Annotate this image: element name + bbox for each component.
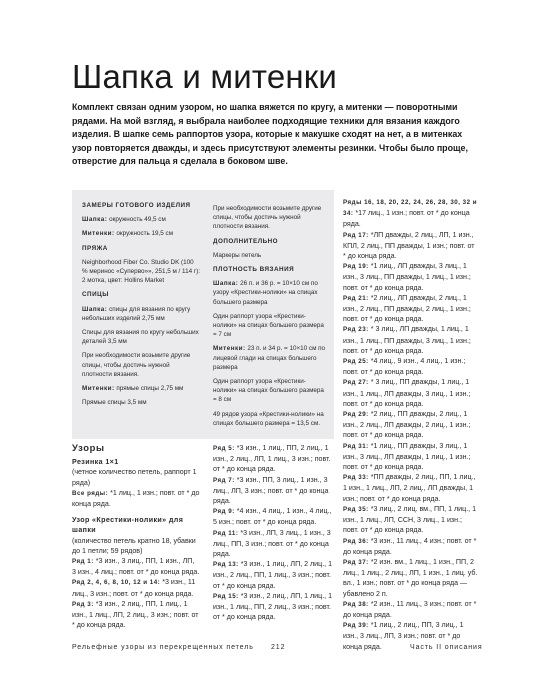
row-entry: Ряд 7: *3 изн., ПП, 3 лиц., 1 изн., 3 лиц., ЛП, 3 изн.; повт. от * до конца ряда. bbox=[213, 475, 329, 506]
rib-rows: Все ряды: *1 лиц., 1 изн.; повт. от * до конца ряда. bbox=[72, 488, 200, 509]
sizes-heading: ЗАМЕРЫ ГОТОВОГО ИЗДЕЛИЯ bbox=[82, 202, 191, 209]
row-entry: Ряд 29: *2 лиц., ПП дважды, 2 лиц., 1 изн., 2 лиц., ЛП дважды, 2 лиц., 1 изн.; повт. от * до конца ряда. bbox=[343, 410, 471, 440]
row-entry: Ряд 37: *2 изн. вм., 1 лиц., 1 изн., ПП, 2 лиц., 1 лиц., 2 лиц., ЛП, 1 изн., 1 лиц. уб. вл., 1 изн.; повт. от * до конца ряда — убавлено 2 п. bbox=[343, 557, 478, 598]
needles-note-2: При необходимости возьмите другие спицы, чтобы достичь нужной плотности вязания. bbox=[213, 205, 322, 231]
page-number: 212 bbox=[271, 644, 286, 651]
row-entry: Ряд 31: *1 лиц., ПП дважды, 3 лиц., 1 изн., 3 лиц., ЛП дважды, 1 лиц., 1 изн.; повт. от * до конца ряда. bbox=[343, 441, 471, 472]
row-entry: Ряд 17: *ЛП дважды, 2 лиц., ЛП, 1 изн., КПЛ, 2 лиц., ПП дважды, 1 изн.; повт. от * до конца ряда. bbox=[343, 230, 475, 261]
row-entry: Ряд 35: *3 лиц., 2 лиц. вм., ПП, 1 лиц., 1 изн., 1 лиц., ЛП, ССН, 3 лиц., 1 изн.; повт. от * до конца ряда. bbox=[343, 504, 477, 535]
needles-mitts: Митенки: прямые спицы 2,75 мм bbox=[82, 385, 184, 393]
gauge-hat-2: Один раппорт узора «Крестики-нолики» на спицах большего размера = 7 см bbox=[213, 312, 324, 339]
footer-book-title: Рельефные узоры из перекрещенных петель bbox=[72, 644, 254, 651]
page-title: Шапка и митенки bbox=[72, 58, 338, 95]
row-entry: Ряд 3: *3 изн., 2 лиц., ПП, 1 лиц., 1 изн., 1 лиц., ЛП, 2 лиц., 3 изн.; повт. от * до конца ряда. bbox=[72, 599, 199, 630]
specs-column-left bbox=[82, 201, 200, 412]
mitts-size: Митенки: окружность 19,5 см bbox=[82, 230, 174, 238]
needles-note: При необходимости возьмите другие спицы, чтобы достичь нужной плотности вязания. bbox=[82, 352, 191, 378]
gauge-mitts-3: 49 рядов узора «Крестики-нолики» на спицах большего размера = 13,5 см. bbox=[213, 410, 324, 427]
specs-column-right bbox=[213, 204, 329, 433]
row-entry: Ряды 16, 18, 20, 22, 24, 26, 28, 30, 32 и 34: *17 лиц., 1 изн.; повт. от * до конца ряда. bbox=[343, 199, 478, 229]
yarn-text: Neighborhood Fiber Co. Studio DK (100 % мериноc «Суперво»», 251,5 м / 114 г): 2 мотка, цвет: Hollins Market bbox=[82, 258, 200, 285]
patterns-heading: Узоры bbox=[72, 442, 105, 453]
row-entry: Ряд 36: *3 изн., 11 лиц., 4 изн.; повт. от * до конца ряда. bbox=[343, 536, 477, 556]
gauge-hat: Шапка: 26 п. и 36 р. = 10×10 см по узору «Крестики-нолики» на спицах большего размера bbox=[213, 280, 318, 306]
rib-note: (четное количество петель, раппорт 1 ряда) bbox=[72, 468, 197, 487]
row-entry: Ряд 2, 4, 6, 8, 10, 12 и 14: *3 изн., 11 лиц., 3 изн.; повт. от * до конца ряда. bbox=[72, 578, 196, 598]
gauge-mitts-2: Один раппорт узора «Крестики-нолики» на спицах большего размера = 8 см bbox=[213, 378, 324, 404]
row-entry: Ряд 11: *3 изн., ЛП, 3 лиц., 1 изн., 3 лиц., ПП, 3 изн.; повт. от * до конца ряда. bbox=[213, 528, 331, 559]
row-entry: Ряд 27: * 3 лиц., ПП дважды, 1 лиц., 1 изн., 1 лиц., ЛП дважды, 3 лиц., 1 изн.; повт. от * до конца ряда. bbox=[343, 378, 471, 408]
gauge-mitts: Митенки: 23 п. и 34 р. = 10×10 см по лицевой глади на спицах большего размера bbox=[213, 345, 326, 371]
extra-text: Маркеры петель bbox=[213, 251, 262, 259]
row-entry: Ряд 1: *3 изн., 3 лиц., ПП, 1 изн., ЛП, 3 изн., 4 лиц.; повт. от * до конца ряда. bbox=[72, 557, 200, 577]
row-entry: Ряд 23: * 3 лиц., ЛП дважды, 1 лиц., 1 изн., 1 лиц., ПП дважды, 3 лиц., 1 изн.; повт. от * до конца ряда. bbox=[343, 325, 471, 355]
row-entry: Ряд 25: *4 лиц., 9 изн., 4 лиц., 1 изн.; повт. от * до конца ряда. bbox=[343, 357, 466, 377]
rows-column-right bbox=[343, 197, 479, 652]
gauge-heading: ПЛОТНОСТЬ ВЯЗАНИЯ bbox=[213, 266, 295, 274]
patterns-column-middle bbox=[213, 443, 337, 622]
patterns-column-left bbox=[72, 443, 200, 630]
row-entry: Ряд 33: *ПП дважды, 2 лиц., ПП, 1 лиц., 1 изн., 1 лиц., ЛП, 2 лиц., ЛП дважды, 1 изн.; повт. от * до конца ряда. bbox=[343, 473, 476, 503]
footer-part: Часть II описания bbox=[410, 644, 483, 651]
row-entry: Ряд 13: *3 изн., 1 лиц., ЛП, 2 лиц., 1 изн., 2 лиц., ПП, 1 лиц., 3 изн.; повт. от * до конца ряда. bbox=[213, 560, 333, 590]
row-entry: Ряд 21: *2 лиц., ЛП дважды, 2 лиц., 1 изн., 2 лиц., ПП дважды, 2 лиц., 1 изн.; повт. от * до конца ряда. bbox=[343, 293, 471, 324]
rib-heading: Резинка 1×1 bbox=[72, 458, 119, 467]
xo-note: (количество петель кратно 18, убавки до 1 петли; 59 рядов) bbox=[72, 536, 196, 555]
needles-hat-2: Спицы для вязания по кругу небольших деталей 3,5 мм bbox=[82, 329, 199, 346]
row-entry: Ряд 15: *3 изн., 2 лиц., ЛП, 1 лиц., 1 изн., 1 лиц., ПП, 2 лиц., 3 изн.; повт. от * до конца ряда. bbox=[213, 591, 333, 622]
xo-heading: Узор «Крестики-нолики» для шапки bbox=[72, 516, 184, 535]
row-entry: Ряд 5: *3 изн., 1 лиц., ПП, 2 лиц., 1 изн., 2 лиц., ЛП, 1 лиц., 3 изн.; повт. от * до конца ряда. bbox=[213, 444, 331, 474]
needles-mitts-2: Прямые спицы 3,5 мм bbox=[82, 399, 147, 407]
extra-heading: ДОПОЛНИТЕЛЬНО bbox=[213, 237, 279, 245]
hat-size: Шапка: окружность 49,5 см bbox=[82, 216, 166, 224]
needles-hat: Шапка: спицы для вязания по кругу небольших изделий 2,75 мм bbox=[82, 305, 191, 322]
yarn-heading: ПРЯЖА bbox=[82, 244, 108, 252]
row-entry: Ряд 19: *1 лиц., ЛП дважды, 3 лиц., 1 изн., 3 лиц., ПП дважды, 1 лиц., 1 изн.; повт. от * до конца ряда. bbox=[343, 262, 471, 292]
row-entry: Ряд 9: *4 изн., 4 лиц., 1 изн., 4 лиц., 5 изн.; повт. от * до конца ряда. bbox=[213, 507, 332, 527]
intro-paragraph: Комплект связан одним узором, но шапка вяжется по кругу, а митенки — поворотными рядами. На мой взгляд, я выбрала наиболее подходящие техники для вязания каждого изделия. В шапке семь раппортов узора, которые к макушке сходят на нет, а в митенках узор повторяется дважды, и здесь присутствуют элементы резинки. Чтобы было проще, отверстие для пальца я сделала в боковом шве. bbox=[72, 102, 468, 166]
row-entry: Ряд 39: *1 лиц., 2 лиц., ПП, 3 лиц., 1 изн., 3 лиц., ЛП, 3 изн.; повт. от * до конца ряда. bbox=[343, 621, 464, 651]
needles-heading: СПИЦЫ bbox=[82, 291, 109, 299]
row-entry: Ряд 38: *2 изн., 11 лиц., 3 изн.; повт. от * до конца ряда. bbox=[343, 599, 477, 619]
